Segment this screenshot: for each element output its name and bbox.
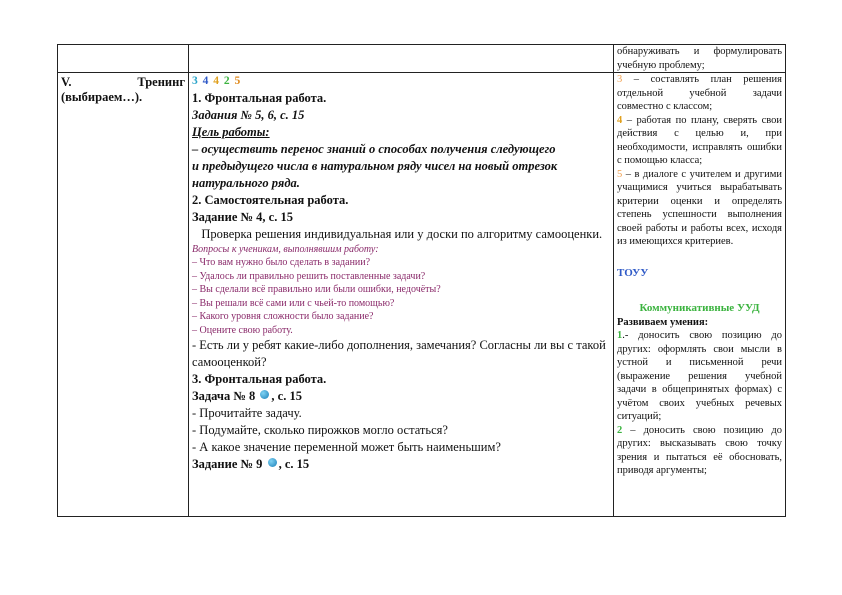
goal-line: натурального ряда. bbox=[192, 176, 300, 190]
cell-uud bbox=[614, 73, 786, 517]
cell-uud-top bbox=[614, 45, 786, 73]
circle-level-icon bbox=[268, 458, 277, 467]
level-number: 2 bbox=[223, 75, 231, 87]
uud-item-text: – доносить свою позицию до других: высказывать свою точку зрения и пытаться её обосновать, приводя аргументы; bbox=[617, 424, 782, 476]
stage-title: V. Тренинг bbox=[61, 75, 185, 89]
uud-item-3 bbox=[617, 73, 782, 114]
level-number: 5 bbox=[234, 75, 242, 87]
task-9 bbox=[192, 456, 610, 473]
uud-level-number: 1 bbox=[617, 330, 623, 341]
uud-item-text: – составлять план решения отдельной учебной задачи совместно с классом; bbox=[617, 74, 782, 112]
goal-line: и предыдущего числа в натуральном ряду чисел на новый отрезок bbox=[192, 159, 558, 173]
uud-item-4 bbox=[617, 114, 782, 168]
goal-line: – осуществить перенос знаний о способах получения следующего bbox=[192, 142, 556, 156]
level-number: 3 bbox=[192, 75, 199, 87]
uud-item-5 bbox=[617, 168, 782, 249]
goal-label: Цель работы: bbox=[192, 125, 270, 139]
question-item: – Вы решали всё сами или с чьей-то помощью? bbox=[192, 297, 395, 309]
toyy-heading: ТОУУ bbox=[617, 266, 649, 279]
task-9-page: , с. 15 bbox=[278, 457, 310, 471]
uud-level-number: 4 bbox=[617, 114, 623, 126]
uud-continued-line-1: обнаруживать и формулировать bbox=[617, 46, 782, 57]
communicative-item-1 bbox=[617, 329, 782, 424]
develop-skills-label: Развиваем умения: bbox=[617, 316, 709, 328]
communicative-item-2 bbox=[617, 424, 782, 478]
cell-content bbox=[189, 73, 614, 517]
task-8-page: , с. 15 bbox=[271, 389, 302, 403]
communicative-heading: Коммуникативные УУД bbox=[639, 302, 760, 314]
task-9-label: Задание № 9 bbox=[192, 457, 263, 471]
section-1-tasks: Задания № 5, 6, с. 15 bbox=[192, 108, 305, 122]
task-8 bbox=[192, 388, 610, 405]
section-3-line: - Подумайте, сколько пирожков могло остаться? bbox=[192, 423, 448, 437]
question-item: – Оцените свою работу. bbox=[192, 324, 293, 336]
question-item: – Удалось ли правильно решить поставленные задачи? bbox=[192, 270, 426, 282]
uud-item-text: – работая по плану, сверять свои действия с целью и, при необходимости, исправлять ошибки с помощью класса; bbox=[617, 114, 782, 166]
uud-level-number: 3 bbox=[617, 74, 623, 85]
lesson-table bbox=[57, 44, 786, 517]
uud-level-number: 2 bbox=[617, 424, 623, 436]
uud-continued-line-2: учебную проблему; bbox=[617, 59, 705, 71]
cell-content-top bbox=[189, 45, 614, 73]
cell-stage-top bbox=[58, 45, 189, 73]
stage-subtitle: (выбираем…). bbox=[61, 90, 143, 104]
questions-heading: Вопросы к ученикам, выполнявшим работу: bbox=[192, 244, 379, 255]
question-item: – Что вам нужно было сделать в задании? bbox=[192, 257, 371, 268]
question-item: – Вы сделали всё правильно или были ошибки, недочёты? bbox=[192, 284, 441, 295]
extra-question: - Есть ли у ребят какие-либо дополнения, замечания? Согласны ли вы с такой самооценкой? bbox=[192, 338, 606, 369]
level-number: 4 bbox=[202, 75, 210, 87]
level-number: 4 bbox=[213, 75, 220, 87]
table-row-top bbox=[58, 45, 786, 73]
section-1-heading: 1. Фронтальная работа. bbox=[192, 91, 327, 105]
circle-level-icon bbox=[260, 390, 269, 399]
uud-item-text: .- доносить свою позицию до других: оформлять свои мысли в устной и письменной речи (выражение решения учебной задачи в общепринятых формах) с учётом своих учебных речевых ситуаций; bbox=[617, 330, 782, 422]
section-3-line: - Прочитайте задачу. bbox=[192, 406, 302, 420]
section-2-heading: 2. Самостоятельная работа. bbox=[192, 193, 349, 207]
section-3-heading: 3. Фронтальная работа. bbox=[192, 372, 327, 386]
uud-level-number: 5 bbox=[617, 168, 623, 180]
uud-item-text: – в диалоге с учителем и другими учащимися учиться вырабатывать критерии оценки и определять степень успешности выполнения своей работы и работы всех, исходя из имеющихся критериев. bbox=[617, 168, 782, 247]
task-8-label: Задача № 8 bbox=[192, 389, 256, 403]
level-numbers bbox=[192, 73, 610, 90]
table-row-main bbox=[58, 73, 786, 517]
section-2-task: Задание № 4, с. 15 bbox=[192, 210, 293, 224]
cell-stage bbox=[58, 73, 189, 517]
question-item: – Какого уровня сложности было задание? bbox=[192, 311, 374, 322]
section-3-line: - А какое значение переменной может быть наименьшим? bbox=[192, 440, 501, 454]
section-2-text: Проверка решения индивидуальная или у доски по алгоритму самооценки. bbox=[192, 227, 603, 241]
